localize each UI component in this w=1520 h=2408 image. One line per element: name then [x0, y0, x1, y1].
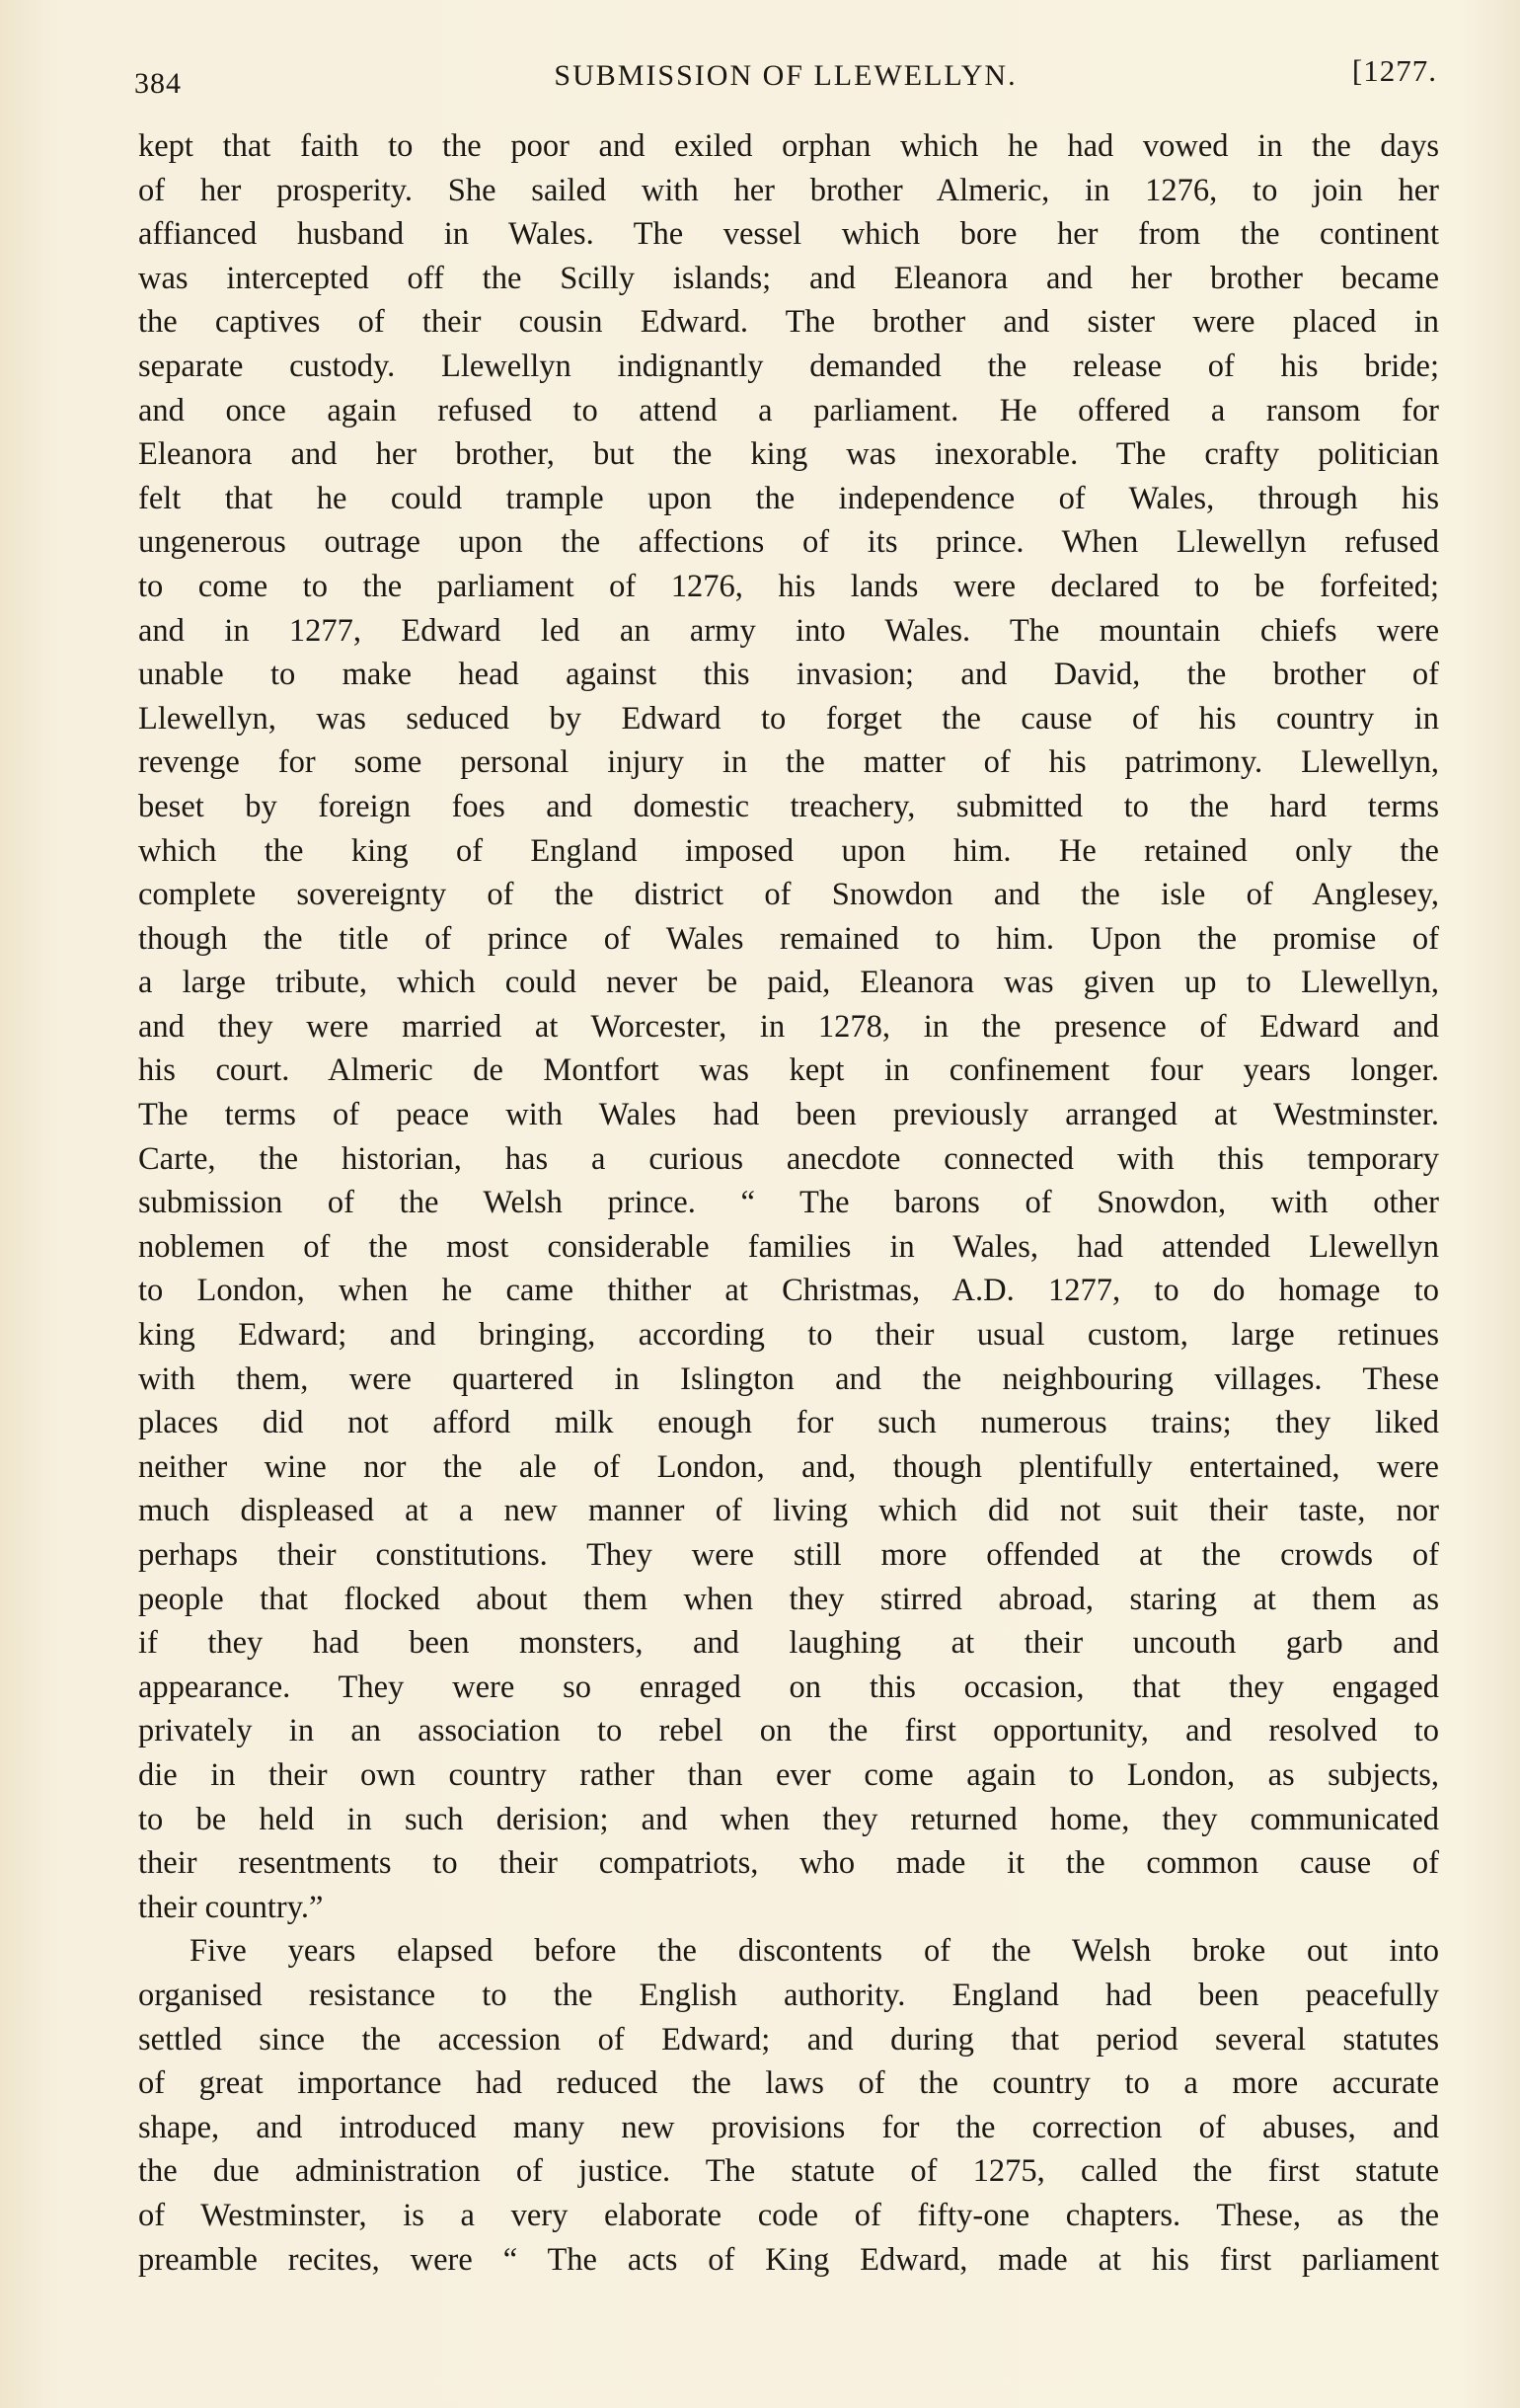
text-line: Carte, the historian, has a curious anecdote connected with this temporary — [138, 1140, 1439, 1177]
running-title: SUBMISSION OF LLEWELLYN. — [554, 59, 1018, 92]
text-line: unable to make head against this invasion; and David, the brother of — [138, 657, 1439, 693]
text-line: much displeased at a new manner of living which did not suit their taste, nor — [138, 1493, 1439, 1529]
text-line: places did not afford milk enough for such numerous trains; they liked — [138, 1405, 1439, 1441]
text-line: of great importance had reduced the laws of the country to a more accurate — [138, 2065, 1439, 2102]
text-line: was intercepted off the Scilly islands; and Eleanora and her brother became — [138, 260, 1439, 296]
text-line: to be held in such derision; and when they returned home, they communicated — [138, 1801, 1439, 1837]
text-line: submission of the Welsh prince. “ The barons of Snowdon, with other — [138, 1185, 1439, 1221]
text-line: to London, when he came thither at Christmas, A.D. 1277, to do homage to — [138, 1273, 1439, 1309]
text-line: beset by foreign foes and domestic treachery, submitted to the hard terms — [138, 788, 1439, 824]
text-line: king Edward; and bringing, according to their usual custom, large retinues — [138, 1317, 1439, 1354]
text-line: a large tribute, which could never be paid, Eleanora was given up to Llewellyn, — [138, 965, 1439, 1001]
text-line: kept that faith to the poor and exiled orphan which he had vowed in the days — [138, 128, 1439, 164]
text-line: revenge for some personal injury in the matter of his patrimony. Llewellyn, — [138, 744, 1439, 781]
text-line: their resentments to their compatriots, who made it the common cause of — [138, 1845, 1439, 1882]
text-line: ungenerous outrage upon the affections of its prince. When Llewellyn refused — [138, 524, 1439, 561]
text-line: and once again refused to attend a parliament. He offered a ransom for — [138, 392, 1439, 428]
text-line: appearance. They were so enraged on this occasion, that they engaged — [138, 1669, 1439, 1705]
text-line: felt that he could trample upon the independence of Wales, through his — [138, 480, 1439, 516]
page-number: 384 — [134, 67, 182, 100]
text-line: The terms of peace with Wales had been previously arranged at Westminster. — [138, 1097, 1439, 1133]
text-line: and they were married at Worcester, in 1278, in the presence of Edward and — [138, 1008, 1439, 1045]
page-header — [134, 49, 1437, 109]
text-line: settled since the accession of Edward; and during that period several statutes — [138, 2021, 1439, 2058]
text-line: of Westminster, is a very elaborate code of fifty-one chapters. These, as the — [138, 2197, 1439, 2233]
header-year: [1277. — [1351, 53, 1437, 88]
text-line: preamble recites, were “ The acts of King Edward, made at his first parliament — [138, 2241, 1439, 2278]
text-line: his court. Almeric de Montfort was kept in confinement four years longer. — [138, 1052, 1439, 1089]
paragraph-end-line: their country.” — [138, 1889, 324, 1925]
text-line: organised resistance to the English authority. England had been peacefully — [138, 1977, 1439, 2013]
text-line: and in 1277, Edward led an army into Wales. The mountain chiefs were — [138, 612, 1439, 649]
text-line: noblemen of the most considerable families in Wales, had attended Llewellyn — [138, 1228, 1439, 1265]
text-line: privately in an association to rebel on the first opportunity, and resolved to — [138, 1713, 1439, 1749]
text-line: if they had been monsters, and laughing at their uncouth garb and — [138, 1625, 1439, 1662]
body-text — [138, 124, 1439, 2282]
text-line: which the king of England imposed upon him. He retained only the — [138, 832, 1439, 869]
text-line: separate custody. Llewellyn indignantly demanded the release of his bride; — [138, 348, 1439, 384]
text-line: Llewellyn, was seduced by Edward to forget the cause of his country in — [138, 700, 1439, 737]
text-line: the due administration of justice. The statute of 1275, called the first statute — [138, 2153, 1439, 2190]
text-line: shape, and introduced many new provisions for the correction of abuses, and — [138, 2109, 1439, 2145]
text-line: of her prosperity. She sailed with her brother Almeric, in 1276, to join her — [138, 172, 1439, 208]
text-line: to come to the parliament of 1276, his lands were declared to be forfeited; — [138, 568, 1439, 604]
text-line: though the title of prince of Wales remained to him. Upon the promise of — [138, 920, 1439, 957]
text-line: perhaps their constitutions. They were still more offended at the crowds of — [138, 1537, 1439, 1573]
text-line: the captives of their cousin Edward. The brother and sister were placed in — [138, 304, 1439, 341]
text-line: die in their own country rather than ever come again to London, as subjects, — [138, 1756, 1439, 1793]
text-line: affianced husband in Wales. The vessel which bore her from the continent — [138, 216, 1439, 253]
text-line: Eleanora and her brother, but the king was inexorable. The crafty politician — [138, 436, 1439, 473]
text-line: complete sovereignty of the district of Snowdon and the isle of Anglesey, — [138, 877, 1439, 913]
text-line: neither wine nor the ale of London, and, though plentifully entertained, were — [138, 1448, 1439, 1485]
text-line: people that flocked about them when they stirred abroad, staring at them as — [138, 1581, 1439, 1617]
text-line: with them, were quartered in Islington and the neighbouring villages. These — [138, 1360, 1439, 1397]
paragraph-start-line: Five years elapsed before the discontents of the Welsh broke out into — [190, 1933, 1439, 1970]
